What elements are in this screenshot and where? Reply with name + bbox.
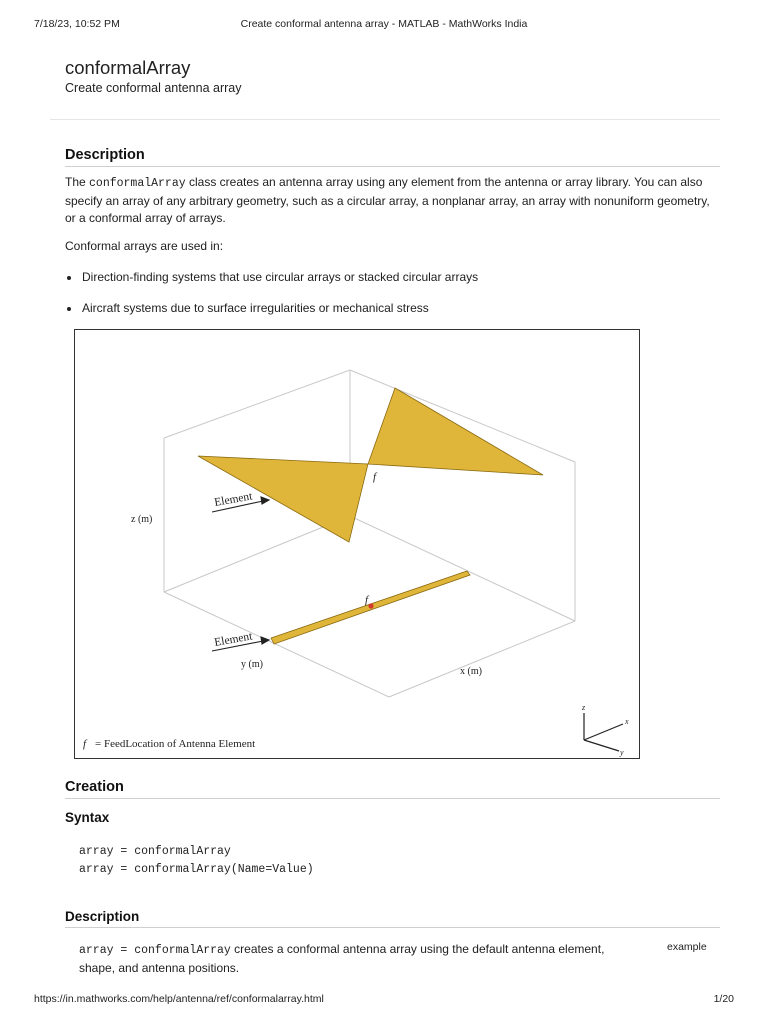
element-label-top: Element: [213, 490, 254, 509]
syntax-code: array = conformalArray: [79, 944, 231, 957]
z-axis-label: z (m): [131, 514, 153, 525]
list-item: Aircraft systems due to surface irregularities or mechanical stress: [65, 300, 705, 317]
list-item: Direction-finding systems that use circular arrays or stacked circular arrays: [65, 269, 705, 286]
element-label-bottom: Element: [213, 630, 254, 649]
feed-point: [368, 603, 373, 608]
syntax-line[interactable]: array = conformalArray(Name=Value): [79, 863, 314, 876]
triad-y-label: y: [620, 748, 624, 757]
syntax-description: [79, 941, 619, 977]
usage-list-2: [65, 300, 705, 317]
bowtie-right-wing: [368, 388, 543, 475]
feed-marker-bottom: f: [365, 594, 369, 606]
print-header: [34, 18, 734, 32]
title-divider: [50, 119, 720, 120]
print-page-title: Create conformal antenna array - MATLAB - MathWorks India: [240, 18, 528, 30]
usage-intro: Conformal arrays are used in:: [65, 239, 224, 253]
class-name-code: conformalArray: [89, 177, 186, 190]
syntax-description-text: creates a conformal antenna array using the default antenna element, shape, and antenna positions.: [79, 942, 605, 975]
feed-marker-top: f: [373, 471, 377, 483]
syntax-line[interactable]: array = conformalArray: [79, 845, 231, 858]
print-page-number: 1/20: [713, 993, 734, 1005]
description-text-post: class creates an antenna array using any element from the antenna or array library. You can also specify an array of any arbitrary geometry, such as a circular array, a nonplanar array, an array with nonuniform geometry, or a conformal array of arrays.: [65, 175, 710, 225]
page-title: conformalArray: [65, 57, 191, 78]
orientation-triad: [584, 713, 623, 751]
page-purpose: Create conformal antenna array: [65, 81, 242, 95]
print-date: 7/18/23, 10:52 PM: [34, 18, 120, 30]
y-axis-label: y (m): [241, 659, 263, 670]
x-axis-label: x (m): [460, 666, 482, 677]
print-footer: [34, 993, 734, 1007]
syntax-block: [79, 843, 314, 879]
syntax-heading: Syntax: [65, 810, 110, 825]
triad-x-label: x: [625, 717, 629, 726]
example-link[interactable]: example: [667, 941, 707, 953]
description-paragraph: [65, 174, 720, 228]
legend-symbol: f: [83, 738, 87, 750]
triad-z-label: z: [582, 703, 586, 712]
syntax-description-heading: Description: [65, 909, 720, 928]
figure-canvas: [75, 330, 639, 758]
conformal-array-figure: [74, 329, 640, 759]
description-heading: Description: [65, 147, 720, 167]
description-text-pre: The: [65, 175, 90, 189]
print-url: https://in.mathworks.com/help/antenna/ref/conformalarray.html: [34, 993, 324, 1005]
creation-heading: Creation: [65, 779, 720, 799]
legend-text: = FeedLocation of Antenna Element: [95, 738, 256, 750]
usage-list: [65, 269, 705, 286]
